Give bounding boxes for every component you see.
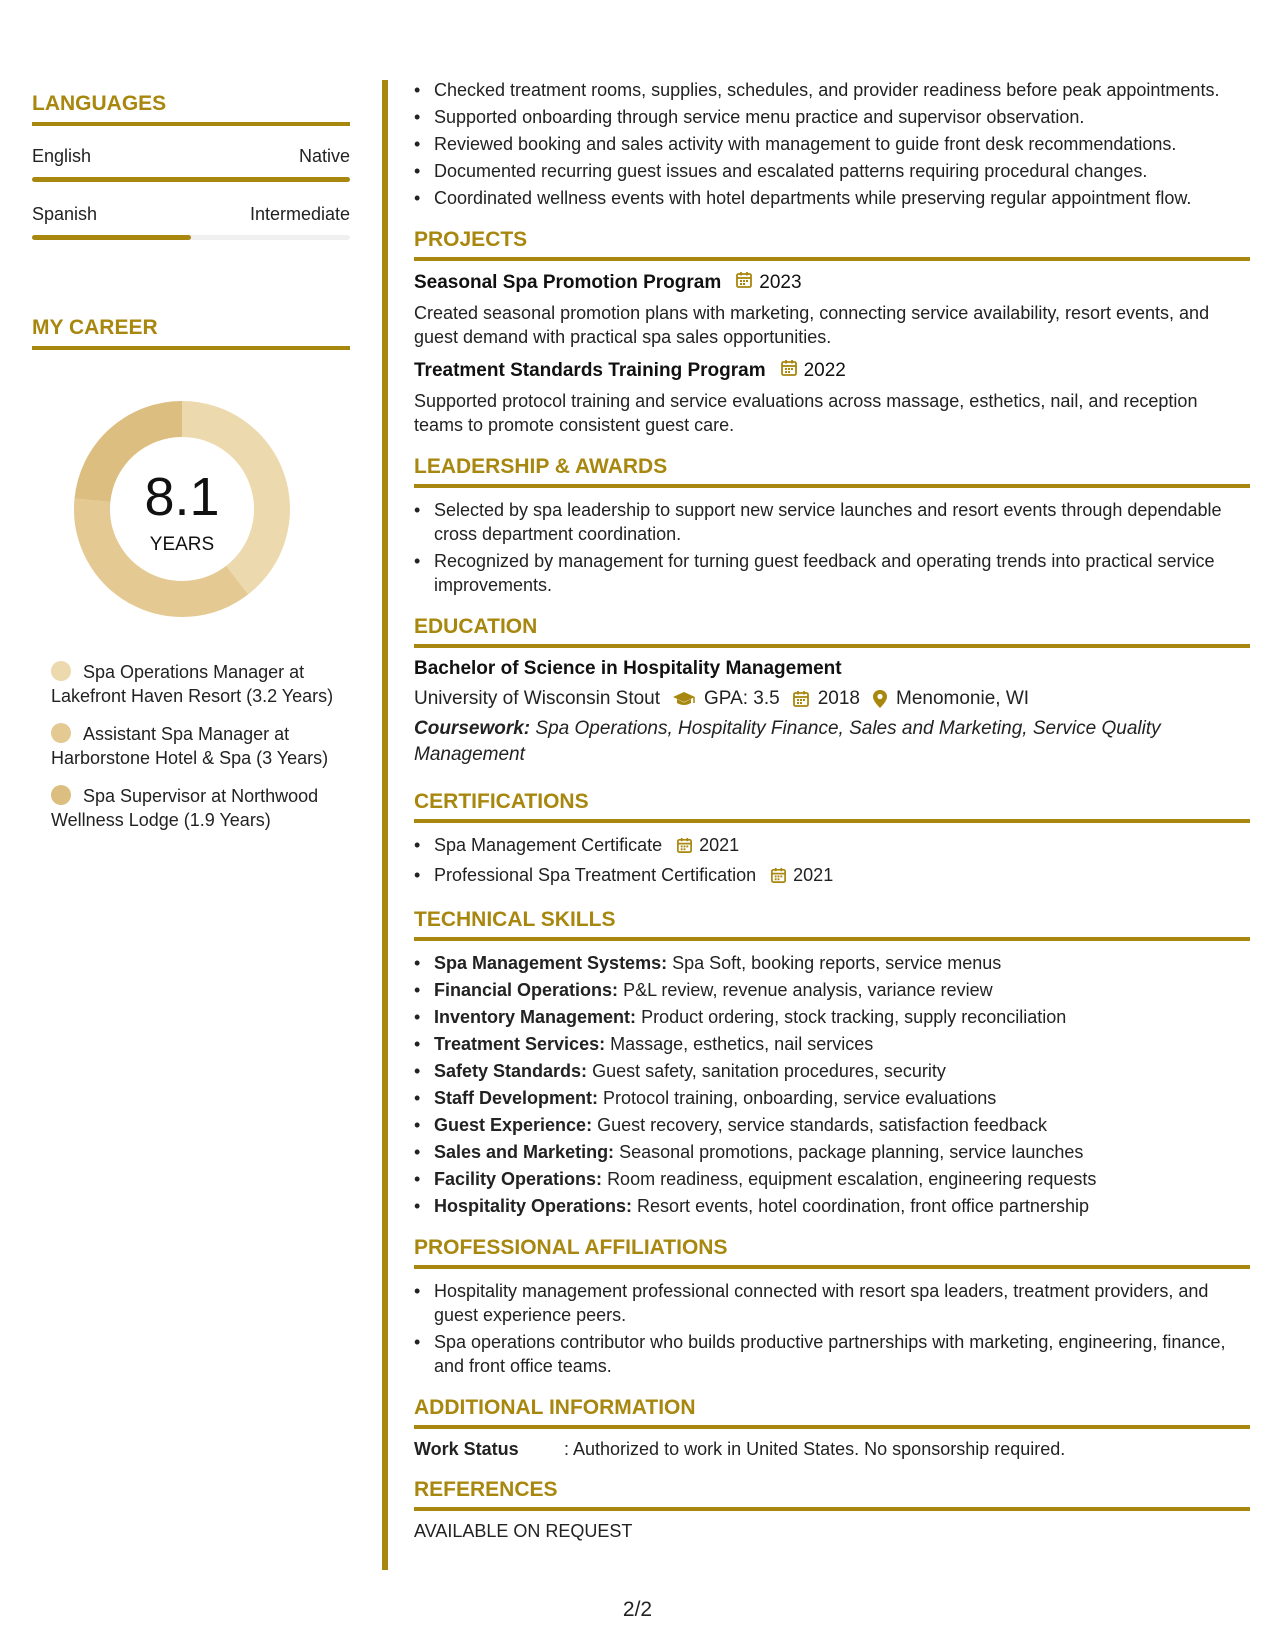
list-item xyxy=(414,1005,1250,1029)
list-item: • Supported onboarding through service menu practice and supervisor observation. xyxy=(414,105,1250,129)
skill-value: Seasonal promotions, package planning, service launches xyxy=(619,1142,1084,1162)
calendar-icon xyxy=(780,359,798,383)
legend-dot xyxy=(51,785,71,805)
language-level: Intermediate xyxy=(249,204,350,224)
legend-dot xyxy=(51,661,71,681)
education-gpa: GPA: 3.5 xyxy=(704,688,780,709)
list-item: • Recognized by management for turning guest feedback and operating trends into practical service improvements. xyxy=(414,549,1250,597)
career-legend xyxy=(51,660,350,832)
column-divider xyxy=(382,80,388,1570)
map-pin-icon xyxy=(872,689,888,709)
projects-title: PROJECTS xyxy=(414,228,1250,261)
project-item xyxy=(414,271,1250,349)
references-text: AVAILABLE ON REQUEST xyxy=(414,1521,633,1541)
certification-year: 2021 xyxy=(699,835,740,855)
list-item: • Hospitality management professional connected with resort spa leaders, treatment providers, and guest experience peers. xyxy=(414,1279,1250,1327)
skill-category: Facility Operations: xyxy=(434,1169,603,1189)
career-legend-label: Spa Operations Manager at Lakefront Haven Resort (3.2 Years) xyxy=(51,662,334,706)
affiliations-title: PROFESSIONAL AFFILIATIONS xyxy=(414,1236,1250,1269)
calendar-icon xyxy=(770,866,787,890)
language-proficiency-bar xyxy=(32,177,350,182)
skill-value: Spa Soft, booking reports, service menus xyxy=(672,953,1002,973)
calendar-icon xyxy=(735,271,753,295)
list-item xyxy=(414,833,1250,860)
skill-value: Guest recovery, service standards, satisfaction feedback xyxy=(597,1115,1047,1135)
language-level: Native xyxy=(298,146,350,166)
skills-list xyxy=(414,951,1250,1218)
leadership-list xyxy=(414,498,1250,597)
education-coursework xyxy=(414,716,1250,768)
education-year: 2018 xyxy=(817,688,860,709)
skill-category: Guest Experience: xyxy=(434,1115,593,1135)
language-item xyxy=(32,146,350,182)
career-donut-chart xyxy=(67,394,297,624)
skill-value: Room readiness, equipment escalation, engineering requests xyxy=(607,1169,1097,1189)
coursework-label: Coursework: xyxy=(414,718,531,739)
list-item xyxy=(414,1113,1250,1137)
calendar-icon xyxy=(792,690,810,708)
skill-category: Inventory Management: xyxy=(434,1007,637,1027)
list-item: • Selected by spa leadership to support new service launches and resort events through dependable cross department coordination. xyxy=(414,498,1250,546)
skill-category: Safety Standards: xyxy=(434,1061,588,1081)
language-name: English xyxy=(32,146,92,166)
certifications-list xyxy=(414,833,1250,890)
skills-title: TECHNICAL SKILLS xyxy=(414,908,1250,941)
language-proficiency-bar xyxy=(32,235,350,240)
affiliations-list xyxy=(414,1279,1250,1378)
skill-value: Guest safety, sanitation procedures, security xyxy=(592,1061,946,1081)
certification-name: Professional Spa Treatment Certification xyxy=(434,865,757,885)
legend-dot xyxy=(51,723,71,743)
skill-category: Financial Operations: xyxy=(434,980,619,1000)
list-item: • Reviewed booking and sales activity with management to guide front desk recommendations. xyxy=(414,132,1250,156)
page-number: 2/2 xyxy=(622,1598,653,1621)
project-item xyxy=(414,359,1250,437)
skill-value: Protocol training, onboarding, service evaluations xyxy=(603,1088,997,1108)
list-item: • Coordinated wellness events with hotel departments while preserving regular appointment flow. xyxy=(414,186,1250,210)
project-description: Created seasonal promotion plans with marketing, connecting service availability, resort events, and guest demand with practical spa sales opportunities. xyxy=(414,303,1210,347)
language-proficiency-fill xyxy=(32,177,350,182)
skill-category: Staff Development: xyxy=(434,1088,599,1108)
work-status-row xyxy=(414,1439,1250,1460)
certification-name: Spa Management Certificate xyxy=(434,835,663,855)
list-item: • Documented recurring guest issues and escalated patterns requiring procedural changes. xyxy=(414,159,1250,183)
career-title: MY CAREER xyxy=(32,316,350,350)
skill-category: Hospitality Operations: xyxy=(434,1196,633,1216)
list-item xyxy=(414,863,1250,890)
education-details xyxy=(414,688,1250,710)
education-title: EDUCATION xyxy=(414,615,1250,648)
right-column xyxy=(414,78,1250,1542)
list-item xyxy=(414,1059,1250,1083)
additional-info-title: ADDITIONAL INFORMATION xyxy=(414,1396,1250,1429)
list-item xyxy=(414,951,1250,975)
career-total-years: 8.1 xyxy=(144,467,220,527)
certification-year: 2021 xyxy=(793,865,834,885)
leadership-title: LEADERSHIP & AWARDS xyxy=(414,455,1250,488)
project-year: 2023 xyxy=(759,272,802,293)
list-item xyxy=(414,978,1250,1002)
skill-category: Spa Management Systems: xyxy=(434,953,668,973)
work-status-label: Work Status xyxy=(414,1439,519,1459)
left-column xyxy=(32,92,350,846)
career-legend-item xyxy=(51,784,350,832)
career-legend-item xyxy=(51,660,350,708)
graduation-cap-icon xyxy=(672,690,696,708)
career-years-unit: YEARS xyxy=(149,534,215,555)
coursework-list: Spa Operations, Hospitality Finance, Sales and Marketing, Service Quality Management xyxy=(414,718,1161,765)
project-name: Treatment Standards Training Program xyxy=(414,360,766,381)
skill-value: Product ordering, stock tracking, supply reconciliation xyxy=(641,1007,1067,1027)
list-item: • Checked treatment rooms, supplies, schedules, and provider readiness before peak appointments. xyxy=(414,78,1250,102)
language-proficiency-fill xyxy=(32,235,191,240)
languages-title: LANGUAGES xyxy=(32,92,350,126)
skill-value: P&L review, revenue analysis, variance review xyxy=(623,980,993,1000)
list-item xyxy=(414,1140,1250,1164)
list-item xyxy=(414,1167,1250,1191)
project-year: 2022 xyxy=(803,360,846,381)
language-item xyxy=(32,204,350,240)
list-item xyxy=(414,1086,1250,1110)
list-item xyxy=(414,1032,1250,1056)
skill-category: Sales and Marketing: xyxy=(434,1142,615,1162)
education-school: University of Wisconsin Stout xyxy=(414,688,661,709)
career-legend-label: Assistant Spa Manager at Harborstone Hotel & Spa (3 Years) xyxy=(51,724,329,768)
certifications-title: CERTIFICATIONS xyxy=(414,790,1250,823)
skill-value: Resort events, hotel coordination, front office partnership xyxy=(637,1196,1089,1216)
skill-category: Treatment Services: xyxy=(434,1034,606,1054)
language-name: Spanish xyxy=(32,204,98,224)
skill-value: Massage, esthetics, nail services xyxy=(610,1034,874,1054)
experience-bullets xyxy=(414,78,1250,210)
list-item xyxy=(414,1194,1250,1218)
list-item: • Spa operations contributor who builds productive partnerships with marketing, engineering, finance, and front office teams. xyxy=(414,1330,1250,1378)
career-legend-item xyxy=(51,722,350,770)
project-name: Seasonal Spa Promotion Program xyxy=(414,272,722,293)
project-description: Supported protocol training and service evaluations across massage, esthetics, nail, and reception teams to promote consistent guest care. xyxy=(414,391,1198,435)
education-location: Menomonie, WI xyxy=(896,688,1030,709)
work-status-value: : Authorized to work in United States. No sponsorship required. xyxy=(564,1439,1066,1459)
calendar-icon xyxy=(676,836,693,860)
references-title: REFERENCES xyxy=(414,1478,1250,1511)
career-legend-label: Spa Supervisor at Northwood Wellness Lodge (1.9 Years) xyxy=(51,786,319,830)
education-degree: Bachelor of Science in Hospitality Management xyxy=(414,658,842,679)
